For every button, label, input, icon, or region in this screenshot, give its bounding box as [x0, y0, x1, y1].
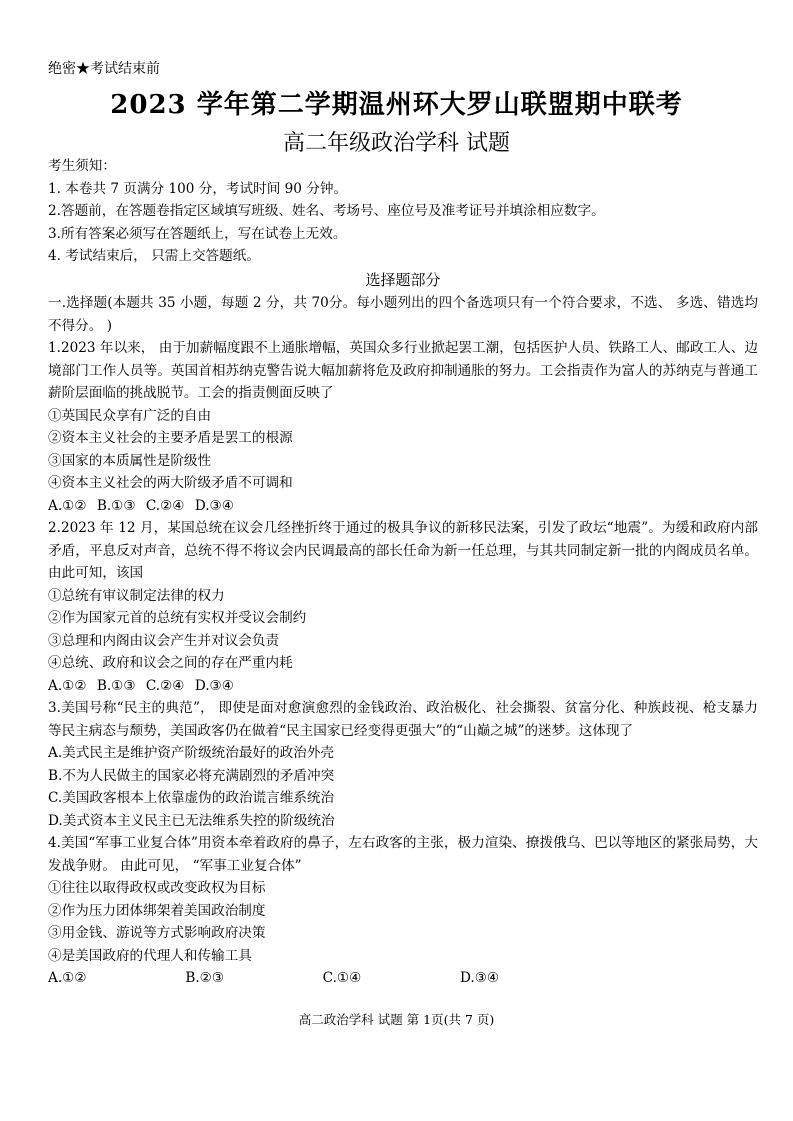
answer-choice: C.②④ [145, 497, 185, 514]
question-3-option: C.美国政客根本上依靠虚伪的政治谎言维系统治 [48, 790, 335, 806]
answer-choice: D.③④ [194, 497, 234, 514]
section-title: 选择题部分 [365, 270, 441, 289]
answer-choice: A.①② [48, 677, 87, 694]
question-4-stem: 4.美国“军事工业复合体”用资本牵着政府的鼻子，左右政客的主张，极力渲染、撩拨俄乌、巴以等地区的紧张局势，大发战争财。 由此可见， “军事工业复合体” [48, 835, 758, 874]
notice-heading: 考生须知： [48, 158, 116, 174]
answer-choice: A.①② [48, 970, 87, 986]
notice-item: 3.所有答案必须写在答题纸上，写在试卷上无效。 [48, 225, 347, 242]
exam-subtitle: 高二年级政治学科 试题 [283, 131, 510, 156]
question-4-option: ②作为压力团体绑架着美国政治制度 [48, 902, 266, 919]
question-1-answers [48, 495, 758, 518]
answer-choice: C.①④ [322, 970, 362, 986]
notice-item: 1. 本卷共 7 页满分 100 分，考试时间 90 分钟。 [48, 180, 348, 197]
question-3-option: A.美式民主是维护资产阶级统治最好的政治外壳 [48, 745, 335, 761]
exam-title: 2023 学年第二学期温州环大罗山联盟期中联考 [110, 90, 683, 120]
question-2-option: ③总理和内阁由议会产生并对议会负责 [48, 632, 280, 649]
notice-item: 2.答题前，在答题卷指定区域填写班级、姓名、考场号、座位号及准考证号并填涂相应数字。 [48, 203, 605, 219]
confidential-label: 绝密★考试结束前 [48, 61, 160, 77]
question-4-option: ③用金钱、游说等方式影响政府决策 [48, 925, 266, 941]
question-2-option: ④总统、政府和议会之间的存在严重内耗 [48, 655, 293, 671]
question-3-stem: 3.美国号称“民主的典范”， 即使是面对愈演愈烈的金钱政治、政治极化、社会撕裂、贫富分化、种族歧视、枪支暴力等民主病态与颓势，美国政客仍在做着“民主国家已经变得更强大”的“山巅之城”的迷梦。这体现了 [48, 700, 758, 739]
answer-choice: D.③④ [459, 970, 500, 986]
question-1-option: ④资本主义社会的两大阶级矛盾不可调和 [48, 475, 293, 491]
question-2-option: ①总统有审议制定法律的权力 [48, 587, 225, 604]
question-2-option: ②作为国家元首的总统有实权并受议会制约 [48, 610, 307, 626]
section-instructions: 一.选择题(本题共 35 小题，每题 2 分，共 70分。每小题列出的四个备选项只有一个符合要求，不选、 多选、错选均不得分。 ) [48, 295, 758, 334]
question-3-option: D.美式资本主义民主已无法维系失控的阶级统治 [48, 812, 335, 829]
question-1-option: ③国家的本质属性是阶级性 [48, 452, 212, 469]
question-4-answers [48, 967, 758, 990]
question-4-option: ④是美国政府的代理人和传输工具 [48, 947, 252, 964]
question-4-option: ①往往以取得政权或改变政权为目标 [48, 880, 266, 896]
answer-choice: C.②④ [145, 677, 185, 694]
question-2-answers [48, 675, 758, 698]
answer-choice: B.①③ [96, 497, 136, 514]
question-2-stem: 2.2023 年 12 月，某国总统在议会几经挫折终于通过的极具争议的新移民法案，引发了政坛“地震”。为缓和政府内部矛盾，平息反对声音，总统不得不将议会内民调最高的部长任命为新一任总理，与其共同制定新一批的内阁成员名单。由此可知，该国 [48, 520, 758, 581]
answer-choice: B.①③ [96, 677, 136, 694]
exam-body [48, 155, 758, 990]
question-1-option: ②资本主义社会的主要矛盾是罢工的根源 [48, 430, 293, 446]
question-3-option: B.不为人民做主的国家必将充满剧烈的矛盾冲突 [48, 767, 335, 784]
answer-choice: B.②③ [185, 970, 225, 986]
notice-item: 4. 考试结束后， 只需上交答题纸。 [48, 248, 260, 264]
page-footer: 高二政治学科 试题 第 1页(共 7 页) [298, 1012, 495, 1027]
question-1-option: ①英国民众享有广泛的自由 [48, 407, 212, 424]
answer-choice: A.①② [48, 497, 87, 514]
answer-choice: D.③④ [194, 677, 234, 694]
question-1-stem: 1.2023 年以来， 由于加薪幅度跟不上通胀增幅，英国众多行业掀起罢工潮，包括医护人员、铁路工人、邮政工人、边境部门工作人员等。英国首相苏纳克警告说大幅加薪将危及政府抑制通胀的努力。工会指责作为富人的苏纳克与普通工薪阶层面临的挑战脱节。工会的指责侧面反映了 [48, 340, 758, 401]
